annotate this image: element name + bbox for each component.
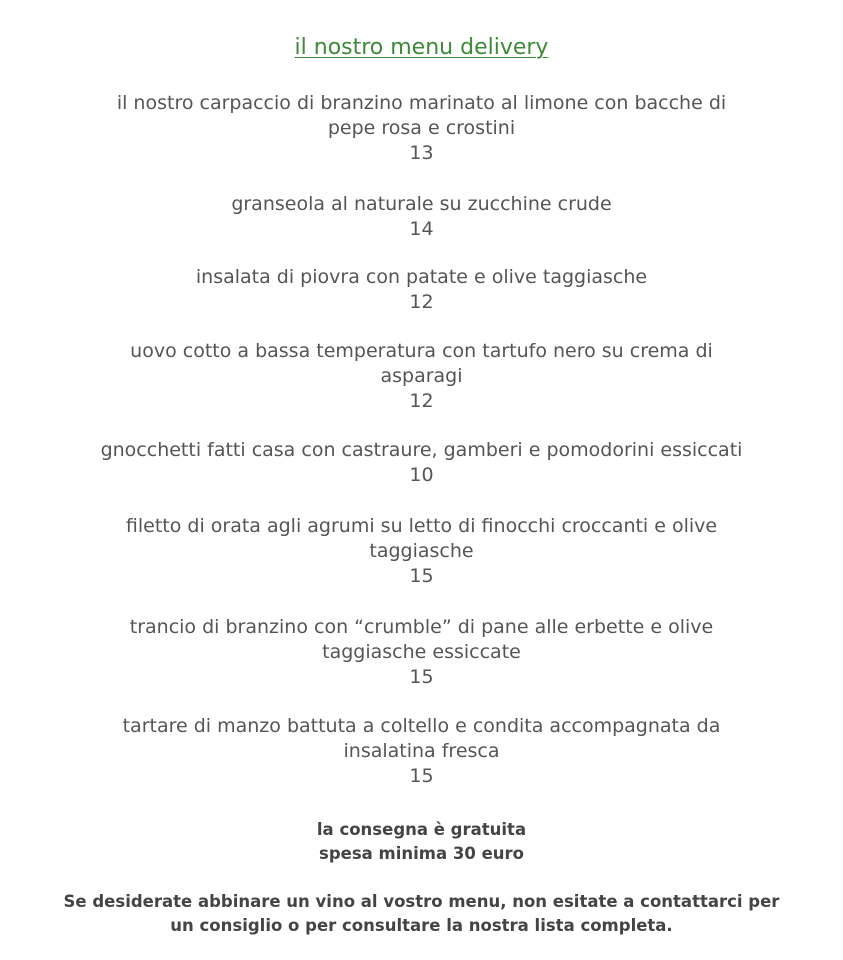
menu-item xyxy=(60,615,783,690)
menu-item-price: 14 xyxy=(409,218,434,240)
menu-item xyxy=(60,339,783,414)
menu-item xyxy=(60,91,783,166)
menu-item-name-line: tartare di manzo battuta a coltello e condita accompagnata da xyxy=(122,715,721,737)
menu-item-name-line: uovo cotto a bassa temperatura con tartufo nero su crema di xyxy=(130,340,713,362)
menu-item-name-line: granseola al naturale su zucchine crude xyxy=(231,193,612,215)
menu-item-name-line: il nostro carpaccio di branzino marinato al limone con bacche di xyxy=(116,92,727,114)
menu-item xyxy=(60,192,783,242)
menu-item-price: 15 xyxy=(409,565,434,587)
menu-title: il nostro menu delivery xyxy=(294,35,549,60)
wine-pairing-note xyxy=(50,890,793,938)
menu-item-name-line: asparagi xyxy=(380,365,463,387)
menu-item-price: 13 xyxy=(409,142,434,164)
menu-item-price: 15 xyxy=(409,666,434,688)
wine-note-line: un consiglio o per consultare la nostra lista completa. xyxy=(170,916,673,935)
menu-item-name-line: gnocchetti fatti casa con castraure, gamberi e pomodorini essiccati xyxy=(100,439,743,461)
menu-item-price: 10 xyxy=(409,464,434,486)
delivery-free-text: la consegna è gratuita xyxy=(316,820,527,839)
menu-item-name-line: insalata di piovra con patate e olive taggiasche xyxy=(195,266,648,288)
menu-item-name-line: filetto di orata agli agrumi su letto di finocchi croccanti e olive xyxy=(125,515,718,537)
menu-item-name-line: insalatina fresca xyxy=(343,740,500,762)
menu-item-name-line: taggiasche essiccate xyxy=(322,641,521,663)
wine-note-line: Se desiderate abbinare un vino al vostro menu, non esitate a contattarci per xyxy=(63,892,780,911)
menu-item-name-line: taggiasche xyxy=(369,540,474,562)
menu-item xyxy=(60,265,783,315)
menu-item xyxy=(60,714,783,789)
menu-item xyxy=(60,438,783,488)
menu-item-name-line: pepe rosa e crostini xyxy=(327,117,516,139)
menu-item-price: 12 xyxy=(409,390,434,412)
minimum-order-text: spesa minima 30 euro xyxy=(319,844,524,863)
menu-item xyxy=(60,514,783,589)
menu-item-name-line: trancio di branzino con “crumble” di pane alle erbette e olive xyxy=(129,616,714,638)
menu-item-price: 12 xyxy=(409,291,434,313)
delivery-info xyxy=(0,818,843,866)
menu-item-price: 15 xyxy=(409,765,434,787)
